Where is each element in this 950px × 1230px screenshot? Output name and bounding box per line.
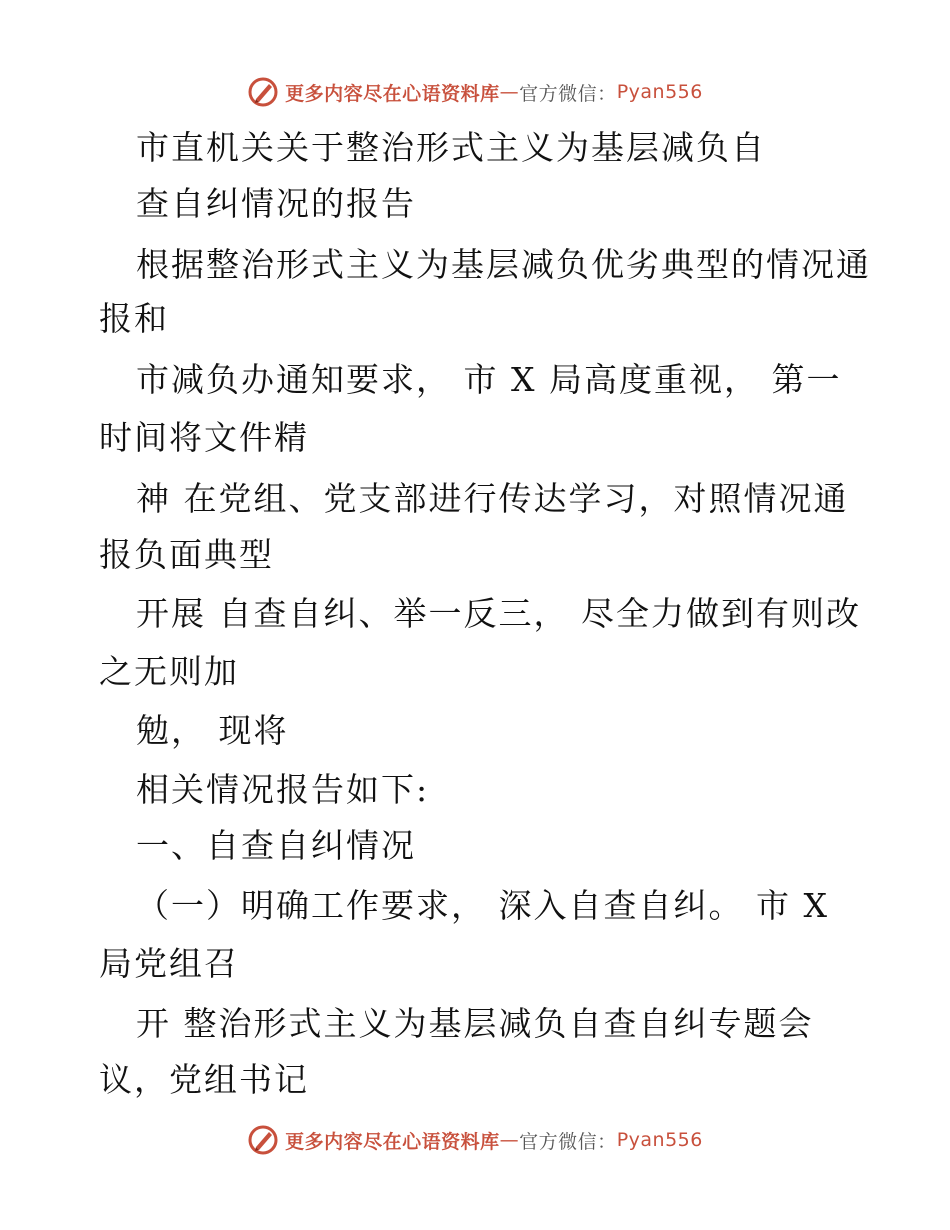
doc-title-line-1: 市直机关关于整治形式主义为基层减负自 — [136, 128, 766, 167]
banner-separator: — — [499, 81, 520, 103]
wechat-label: 官方微信： — [519, 1130, 617, 1153]
paragraph-line: 报负面典型 — [99, 535, 274, 574]
promo-text: 更多内容尽在心语资料库 — [285, 1130, 500, 1153]
wechat-id: Pyan556 — [616, 81, 703, 103]
banner-separator: — — [499, 1129, 520, 1151]
promo-text: 更多内容尽在心语资料库 — [285, 82, 500, 105]
pen-logo-icon — [247, 1124, 279, 1156]
section-heading: 一、自查自纠情况 — [136, 826, 416, 865]
paragraph-line: 勉， 现将 — [136, 711, 289, 750]
wechat-id: Pyan556 — [616, 1129, 703, 1151]
doc-title-line-2: 查自纠情况的报告 — [136, 184, 416, 223]
footer-banner — [0, 1120, 950, 1160]
wechat-label: 官方微信： — [519, 82, 617, 105]
header-banner — [0, 72, 950, 112]
paragraph-line: 神 在党组、党支部进行传达学习，对照情况通 — [136, 479, 849, 518]
paragraph-line: 开展 自查自纠、举一反三， 尽全力做到有则改 — [136, 594, 861, 633]
paragraph-line: 相关情况报告如下: — [136, 770, 430, 809]
paragraph-line: 报和 — [99, 299, 169, 338]
paragraph-line: 市减负办通知要求， 市 X 局高度重视， 第一 — [136, 360, 842, 399]
paragraph-line: 开 整治形式主义为基层减负自查自纠专题会 — [136, 1004, 814, 1043]
paragraph-line: 局党组召 — [99, 944, 239, 983]
paragraph-line: 根据整治形式主义为基层减负优劣典型的情况通 — [136, 245, 871, 284]
paragraph-line: 议，党组书记 — [99, 1060, 309, 1099]
pen-logo-icon — [247, 76, 279, 108]
paragraph-line: 之无则加 — [99, 652, 239, 691]
paragraph-line: 时间将文件精 — [99, 418, 309, 457]
paragraph-line: （一）明确工作要求， 深入自查自纠。 市 X — [136, 886, 829, 925]
